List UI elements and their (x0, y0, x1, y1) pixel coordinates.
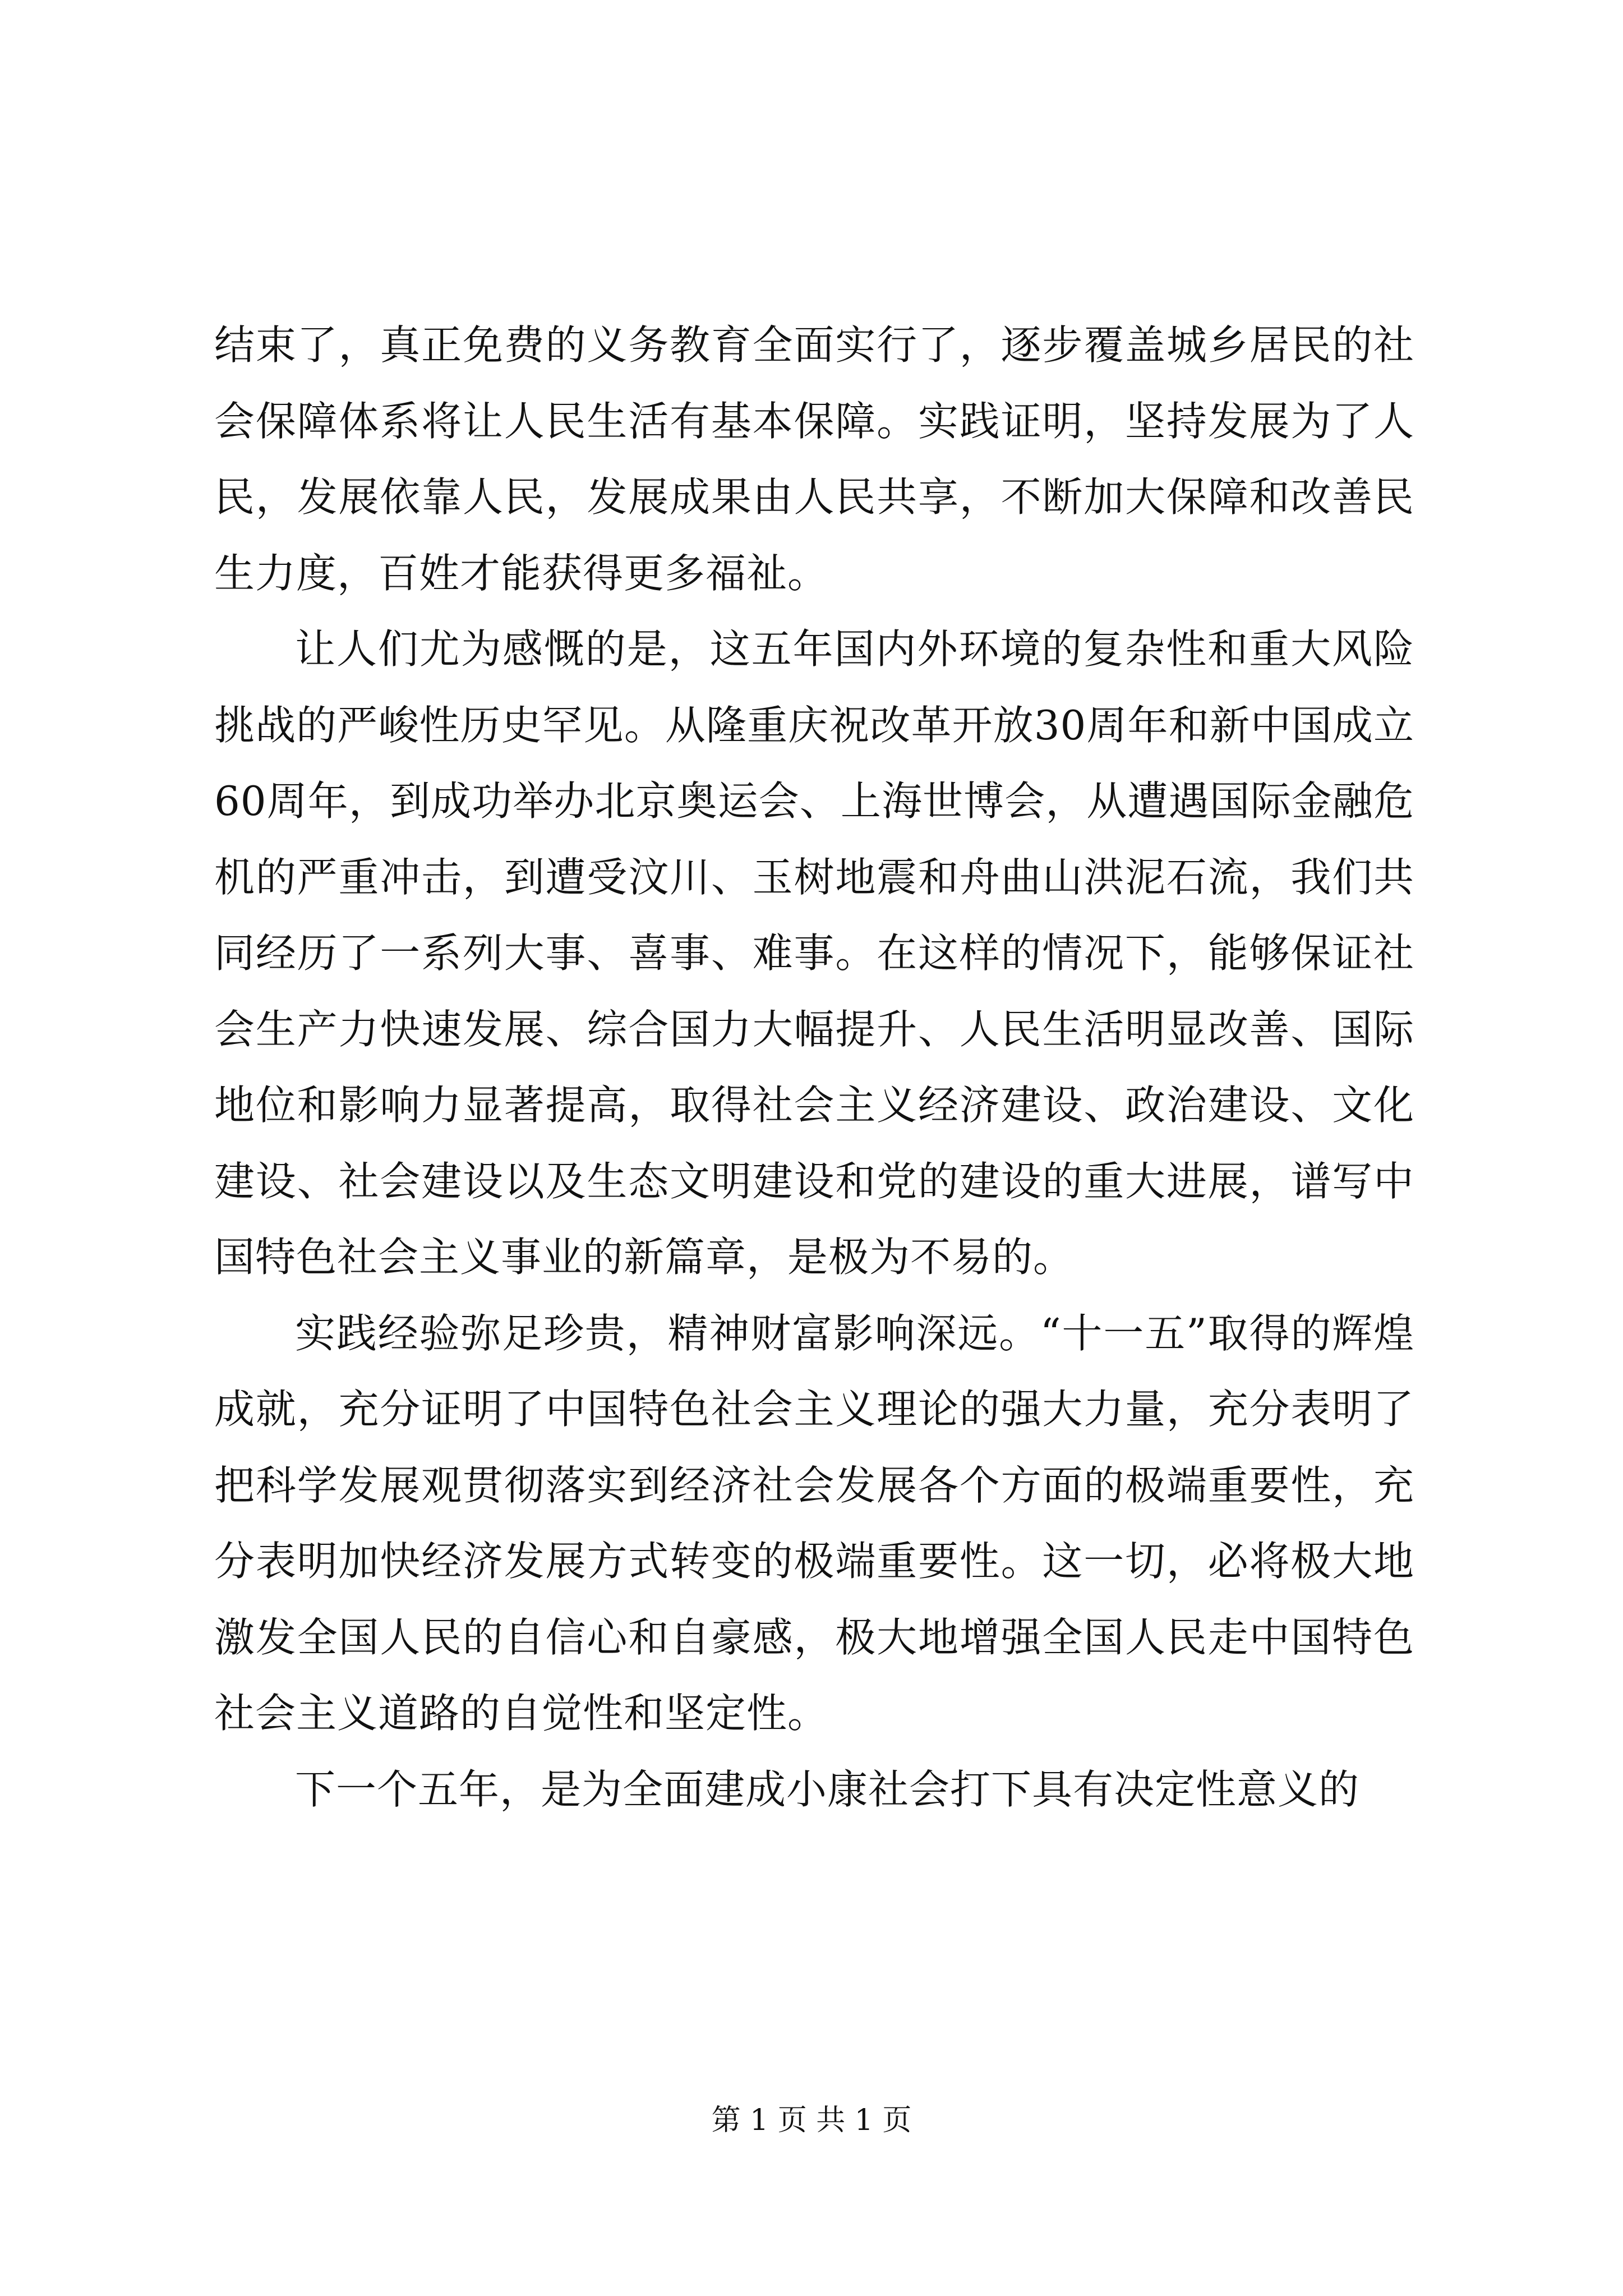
paragraph: 下一个五年，是为全面建成小康社会打下具有决定性意义的 (295, 1765, 1360, 1813)
page-footer: 第 1 页 共 1 页 (711, 2104, 912, 2137)
paragraph: 让人们尤为感慨的是，这五年国内外环境的复杂性和重大风险挑战的严峻性历史罕见。从隆重庆祝改革开放30周年和新中国成立60周年，到成功举办北京奥运会、上海世博会，从遭遇国际金融危机的严重冲击，到遭受汶川、玉树地震和舟曲山洪泥石流，我们共同经历了一系列大事、喜事、难事。在这样的情况下，能够保证社会生产力快速发展、综合国力大幅提升、人民生活明显改善、国际地位和影响力显著提高，取得社会主义经济建设、政治建设、文化建设、社会建设以及生态文明建设和党的建设的重大进展，谱写中国特色社会主义事业的新篇章，是极为不易的。 (214, 625, 1414, 1281)
paragraph: 实践经验弥足珍贵，精神财富影响深远。“十一五”取得的辉煌成就，充分证明了中国特色社会主义理论的强大力量，充分表明了把科学发展观贯彻落实到经济社会发展各个方面的极端重要性，充分表明加快经济发展方式转变的极端重要性。这一切，必将极大地激发全国人民的自信心和自豪感，极大地增强全国人民走中国特色社会主义道路的自觉性和坚定性。 (214, 1309, 1414, 1737)
document-body (214, 307, 1414, 1828)
paragraph-continuation: 结束了，真正免费的义务教育全面实行了，逐步覆盖城乡居民的社会保障体系将让人民生活有基本保障。实践证明，坚持发展为了人民，发展依靠人民，发展成果由人民共享，不断加大保障和改善民生力度，百姓才能获得更多福祉。 (214, 321, 1414, 597)
